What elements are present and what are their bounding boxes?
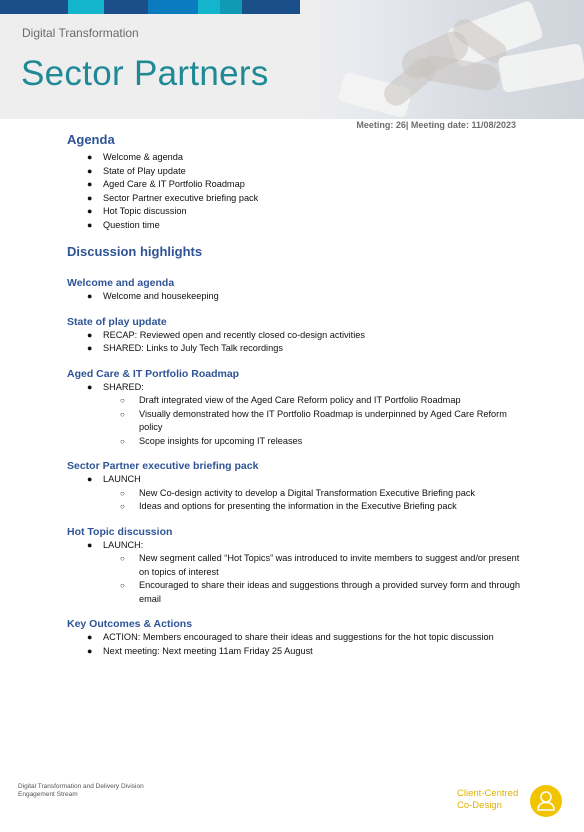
agenda-item (67, 192, 527, 206)
agenda-item-text: Aged Care & IT Portfolio Roadmap (103, 179, 245, 189)
footer-division (18, 783, 144, 799)
sub-list-item (103, 487, 527, 501)
circle-bullet-icon: ○ (120, 409, 125, 419)
bullet-icon: ● (87, 165, 93, 176)
list-item (67, 329, 527, 343)
sub-item-text: Visually demonstrated how the IT Portfolio Roadmap is underpinned by Aged Care Reform policy (139, 408, 507, 432)
footer-brand (457, 788, 518, 812)
sub-list-item (103, 579, 527, 606)
sub-list (103, 552, 527, 606)
list-item-text: LAUNCH (103, 474, 141, 484)
agenda-item-text: Sector Partner executive briefing pack (103, 192, 259, 203)
section-heading: Sector Partner executive briefing pack (67, 460, 259, 472)
sub-item-text: New segment called “Hot Topics” was introduced to invite members to suggest and/or present on topics of interest (139, 553, 520, 577)
meeting-line: Meeting: 26| Meeting date: 11/08/2023 (356, 120, 516, 130)
list-item (67, 381, 527, 449)
sub-list-item (103, 500, 527, 514)
list-item-text: SHARED: (103, 381, 144, 392)
bullet-icon: ● (87, 645, 93, 656)
section-heading: Hot Topic discussion (67, 525, 173, 538)
agenda-item (67, 205, 527, 219)
header-subtitle: Digital Transformation (22, 26, 139, 40)
sub-item-text: Draft integrated view of the Aged Care Reform policy and IT Portfolio Roadmap (139, 395, 461, 405)
list-item-text: SHARED: Links to July Tech Talk recordings (103, 343, 283, 353)
agenda-heading: Agenda (67, 132, 115, 147)
header-stripe (148, 0, 198, 14)
sub-list-item (103, 435, 527, 449)
header-stripe (242, 0, 302, 14)
bullet-icon: ● (87, 192, 93, 203)
list-item (67, 539, 527, 607)
circle-bullet-icon: ○ (120, 502, 125, 511)
header-stripe (104, 0, 148, 14)
bullet-icon: ● (87, 219, 93, 230)
hands-photo (300, 0, 584, 119)
bullet-icon: ● (87, 381, 93, 392)
discussion-heading: Discussion highlights (67, 244, 203, 259)
list-item-text: Next meeting: Next meeting 11am Friday 25 August (103, 645, 313, 656)
bullet-icon: ● (87, 539, 93, 550)
circle-bullet-icon: ○ (120, 488, 125, 498)
bullet-icon: ● (87, 152, 93, 162)
sub-item-text: Encouraged to share their ideas and suggestions through a provided survey form and through email (139, 580, 521, 604)
sub-list-item (103, 408, 527, 435)
list-item (67, 645, 527, 659)
footer-brand-line: Client-Centred (457, 788, 519, 799)
list-item-text: ACTION: Members encouraged to share their ideas and suggestions for the hot topic discussion (103, 632, 494, 642)
bullet-icon: ● (87, 474, 93, 484)
list-item (67, 631, 527, 645)
sub-list-item (103, 394, 527, 408)
meeting-info (356, 120, 516, 130)
section-list (67, 539, 527, 607)
bullet-icon: ● (87, 343, 93, 353)
header-stripe (220, 0, 242, 14)
section-heading: State of play update (67, 315, 167, 328)
header-stripe (198, 0, 220, 14)
page-title: Sector Partners (21, 54, 269, 93)
sub-list-item (103, 552, 527, 579)
agenda-item-text: Question time (103, 219, 160, 230)
agenda-item (67, 219, 527, 233)
section-heading: Key Outcomes & Actions (67, 618, 193, 630)
agenda-item-text: Hot Topic discussion (103, 206, 187, 216)
agenda-item (67, 165, 527, 179)
circle-bullet-icon: ○ (120, 581, 125, 590)
section-list (67, 473, 527, 514)
section-list (67, 381, 527, 449)
sub-list (103, 394, 527, 448)
header-stripe (68, 0, 104, 14)
list-item (67, 342, 527, 356)
section-heading: Welcome and agenda (67, 277, 175, 289)
list-item-text: LAUNCH: (103, 539, 144, 550)
document-body (67, 132, 527, 658)
bullet-icon: ● (87, 291, 93, 301)
sub-item-text: Ideas and options for presenting the information in the Executive Briefing pack (139, 501, 457, 511)
list-item-text: Welcome and housekeeping (103, 291, 219, 301)
sub-item-text: New Co-design activity to develop a Digital Transformation Executive Briefing pack (139, 487, 476, 498)
list-item-text: RECAP: Reviewed open and recently closed co-design activities (103, 329, 365, 340)
agenda-item-text: Welcome & agenda (103, 152, 184, 162)
footer-division-line: Digital Transformation and Delivery Division (18, 783, 144, 790)
person-icon (530, 785, 562, 817)
header-stripe (0, 0, 68, 14)
list-item (67, 290, 527, 304)
section-list (67, 329, 527, 356)
section-list (67, 631, 527, 658)
section-heading: Aged Care & IT Portfolio Roadmap (67, 367, 240, 380)
section-list (67, 290, 527, 304)
agenda-item-text: State of Play update (103, 165, 186, 176)
circle-bullet-icon: ○ (120, 396, 125, 405)
agenda-list (67, 151, 527, 232)
bullet-icon: ● (87, 329, 93, 340)
footer-brand-line: Co-Design (457, 800, 502, 811)
sub-item-text: Scope insights for upcoming IT releases (139, 435, 303, 446)
list-item (67, 473, 527, 514)
agenda-item (67, 178, 527, 192)
bullet-icon: ● (87, 632, 93, 642)
circle-bullet-icon: ○ (120, 554, 125, 563)
footer-division-line: Engagement Stream (18, 791, 78, 798)
bullet-icon: ● (87, 206, 93, 216)
sub-list (103, 487, 527, 514)
agenda-item (67, 151, 527, 165)
circle-bullet-icon: ○ (120, 436, 125, 446)
header-banner (0, 0, 584, 119)
bullet-icon: ● (87, 179, 93, 189)
